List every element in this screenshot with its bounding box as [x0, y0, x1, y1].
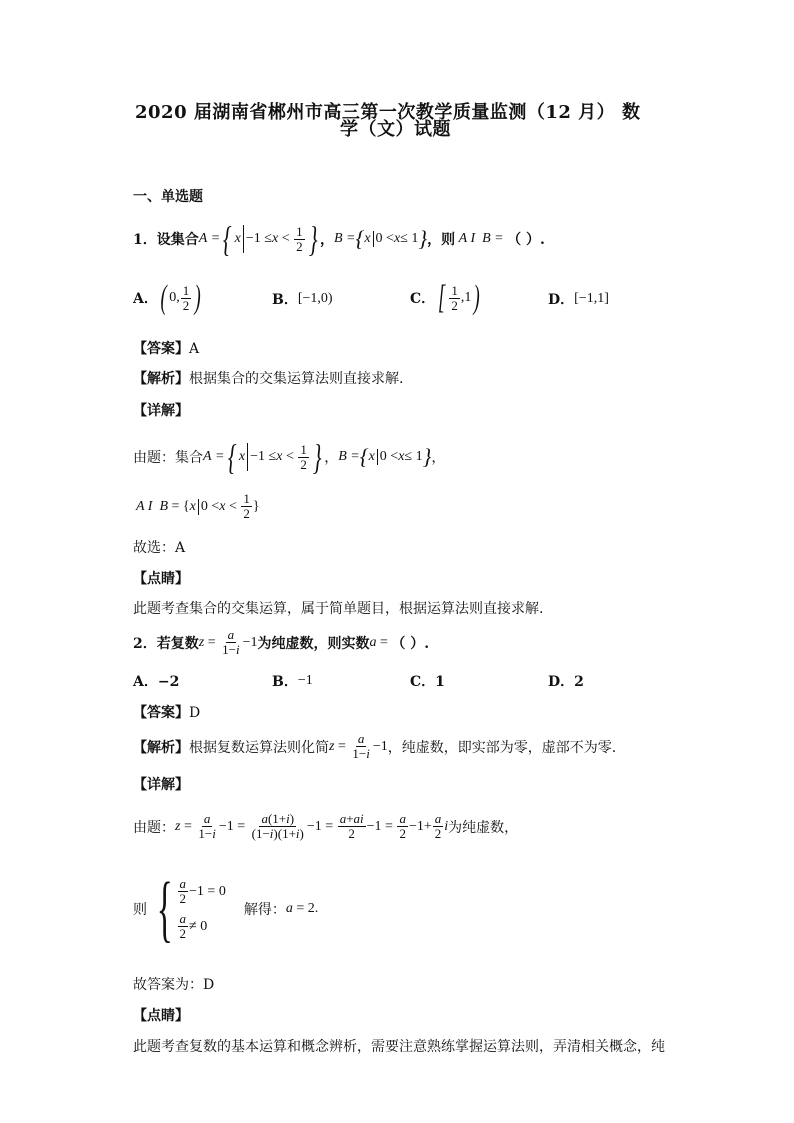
- q1-set-b: B = { x 0 < x ≤ 1 }: [334, 226, 428, 251]
- q2-detail-heading: 【详解】: [133, 777, 189, 793]
- q1-detail-line: 由题：集合 A = { x −1 ≤ x < $\frac{1}{2}$ } ， B = { x 0 < x ≤ 1 } ，: [133, 437, 446, 477]
- q1-comment: 此题考查集合的交集运算，属于简单题目，根据运算法则直接求解.: [133, 601, 544, 617]
- q2-comment-heading: 【点睛】: [133, 1008, 189, 1024]
- q2-conclusion: 故答案为：D: [133, 977, 215, 993]
- q1-option-d: D． [−1,1]: [548, 291, 609, 308]
- doc-title-line2: 学（文）试题: [340, 119, 451, 140]
- q2-option-b: B． −1: [272, 673, 313, 690]
- q2-system: 则 { $\frac{a}{2}$ −1 = 0 $\frac{a}{2}$ ≠ 0 解得： a = 2.: [133, 868, 319, 950]
- q1-option-c: C． [ $\frac{1}{2}$ ,1 ): [410, 279, 481, 316]
- q1-then: ，则: [427, 232, 456, 248]
- q1-option-b: B． [−1,0): [272, 291, 333, 308]
- q2-analysis: 【解析】 根据复数运算法则化简 z = $\frac{a}{1-i}$ −1 ，纯虚数，即实部为零，虚部不为零.: [133, 731, 617, 761]
- q2-stem: 2．若复数 z = $\frac{a}{1-i}$ −1 为纯虚数，则实数 a = （ ）.: [133, 627, 430, 657]
- section-heading: 一、单选题: [133, 189, 203, 205]
- q1-set-a: A = { x −1 ≤ x < $\frac{1}{2}$ }: [198, 219, 318, 259]
- q1-intersection-result: A I B = { x 0 < x < $\frac{1}{2}$ }: [136, 491, 260, 521]
- q2-answer: 【答案】D: [133, 705, 201, 721]
- doc-title-line1: 2020 届湖南省郴州市高三第一次教学质量监测（12 月） 数: [135, 102, 641, 123]
- q1-answer: 【答案】A: [133, 341, 200, 357]
- q2-option-d: D．2: [548, 674, 584, 690]
- q1-comma: ，: [320, 232, 334, 248]
- q1-number: 1．设集合: [133, 232, 199, 248]
- q1-stem: [133, 219, 545, 259]
- q2-comment: 此题考查复数的基本运算和概念辨析，需要注意熟练掌握运算法则，弄清相关概念，纯: [133, 1039, 665, 1055]
- q2-option-c: C．1: [410, 674, 445, 690]
- q2-option-a: A．−2: [133, 674, 180, 690]
- q1-analysis: 【解析】根据集合的交集运算法则直接求解.: [133, 371, 404, 387]
- q1-blank: （ ）.: [507, 232, 545, 248]
- q2-derivation: 由题： z = $\frac{a}{1-i}$ −1 = $\frac{a(1+i)}{(1-i)(1+i)}$ −1 = $\frac{a+ai}{2}$ −1 = $\frac{a}{2}$ −1+ $\frac{a}{2}$ i 为纯虚数，: [133, 811, 519, 841]
- q1-conclusion: 故选：A: [133, 540, 186, 556]
- q1-intersection: A I B =: [455, 231, 508, 246]
- q1-option-a: A． ( 0, $\frac{1}{2}$ ): [133, 279, 201, 316]
- q1-comment-heading: 【点睛】: [133, 571, 189, 587]
- q1-detail-heading: 【详解】: [133, 403, 189, 419]
